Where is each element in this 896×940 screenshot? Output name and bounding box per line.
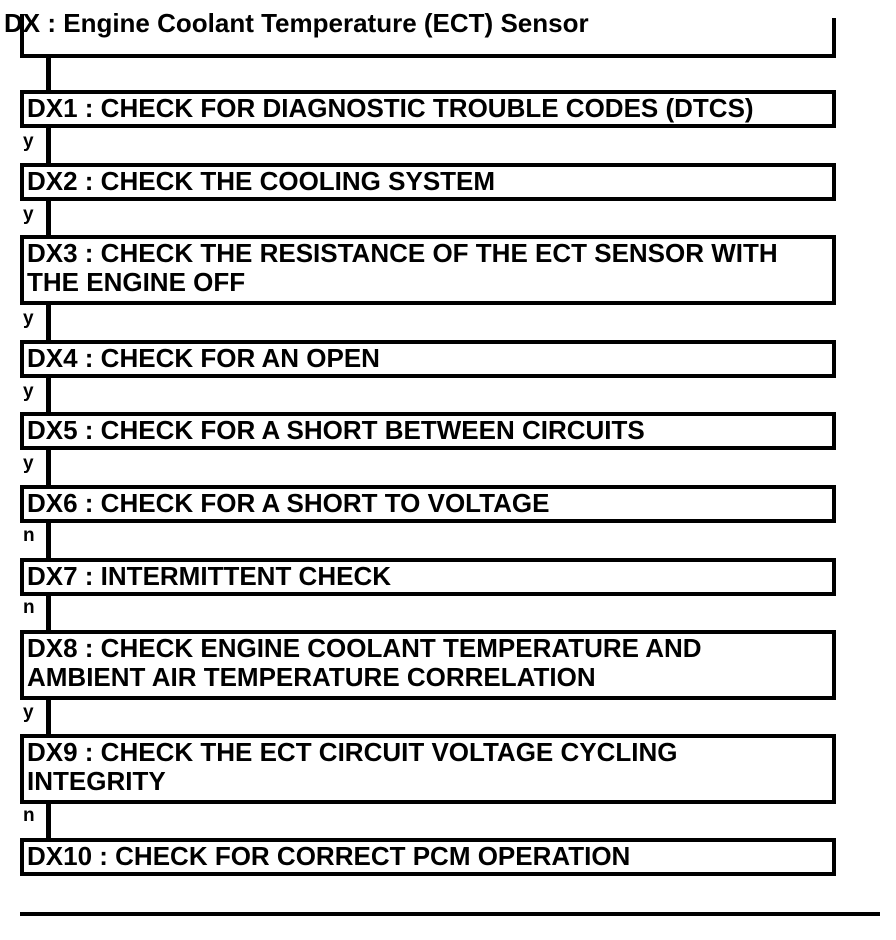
connector-label-6: n: [23, 525, 35, 546]
step-dx5: [20, 412, 836, 450]
step-dx9-label-line2: INTEGRITY: [27, 766, 166, 796]
step-dx8-label: DX8 : CHECK ENGINE COOLANT TEMPERATURE AND: [27, 633, 702, 663]
footer-divider: [20, 912, 880, 916]
step-dx8: [20, 630, 836, 700]
step-dx3-label: DX3 : CHECK THE RESISTANCE OF THE ECT SENSOR WITH: [27, 238, 778, 268]
step-dx5-label: DX5 : CHECK FOR A SHORT BETWEEN CIRCUITS: [27, 415, 645, 445]
connector-label-9: n: [23, 805, 35, 826]
step-dx10: [20, 838, 836, 876]
header-frame-notch: [832, 14, 836, 18]
diagram-title: DX : Engine Coolant Temperature (ECT) Sensor: [4, 8, 589, 38]
step-dx7: [20, 558, 836, 596]
step-dx7-label: DX7 : INTERMITTENT CHECK: [27, 561, 391, 591]
connector-header-dx1: [46, 58, 51, 92]
connector-label-7: n: [23, 597, 35, 618]
step-dx1-label: DX1 : CHECK FOR DIAGNOSTIC TROUBLE CODES (DTCS): [27, 93, 754, 123]
connector-dx1-dx2: [46, 128, 51, 164]
connector-label-3: y: [23, 308, 34, 329]
step-dx4: [20, 340, 836, 378]
connector-dx7-dx8: [46, 596, 51, 632]
step-dx1: [20, 90, 836, 128]
step-dx2-label: DX2 : CHECK THE COOLING SYSTEM: [27, 166, 496, 196]
connector-label-5: y: [23, 453, 34, 474]
step-dx8-label-line2: AMBIENT AIR TEMPERATURE CORRELATION: [27, 662, 596, 692]
step-dx9: [20, 734, 836, 804]
step-dx3-label-line2: THE ENGINE OFF: [27, 267, 246, 297]
connector-dx6-dx7: [46, 523, 51, 559]
connector-dx5-dx6: [46, 450, 51, 486]
step-dx10-label: DX10 : CHECK FOR CORRECT PCM OPERATION: [27, 841, 631, 871]
connector-dx2-dx3: [46, 201, 51, 237]
connector-dx9-dx10: [46, 804, 51, 840]
step-dx3: [20, 235, 836, 305]
connector-dx3-dx4: [46, 305, 51, 341]
connector-dx4-dx5: [46, 378, 51, 414]
step-dx2: [20, 163, 836, 201]
connector-label-2: y: [23, 204, 34, 225]
connector-dx8-dx9: [46, 700, 51, 736]
connector-label-4: y: [23, 381, 34, 402]
connector-label-1: y: [23, 131, 34, 152]
step-dx6: [20, 485, 836, 523]
step-dx4-label: DX4 : CHECK FOR AN OPEN: [27, 343, 380, 373]
step-dx9-label: DX9 : CHECK THE ECT CIRCUIT VOLTAGE CYCLING: [27, 737, 678, 767]
connector-label-8: y: [23, 702, 34, 723]
step-dx6-label: DX6 : CHECK FOR A SHORT TO VOLTAGE: [27, 488, 550, 518]
